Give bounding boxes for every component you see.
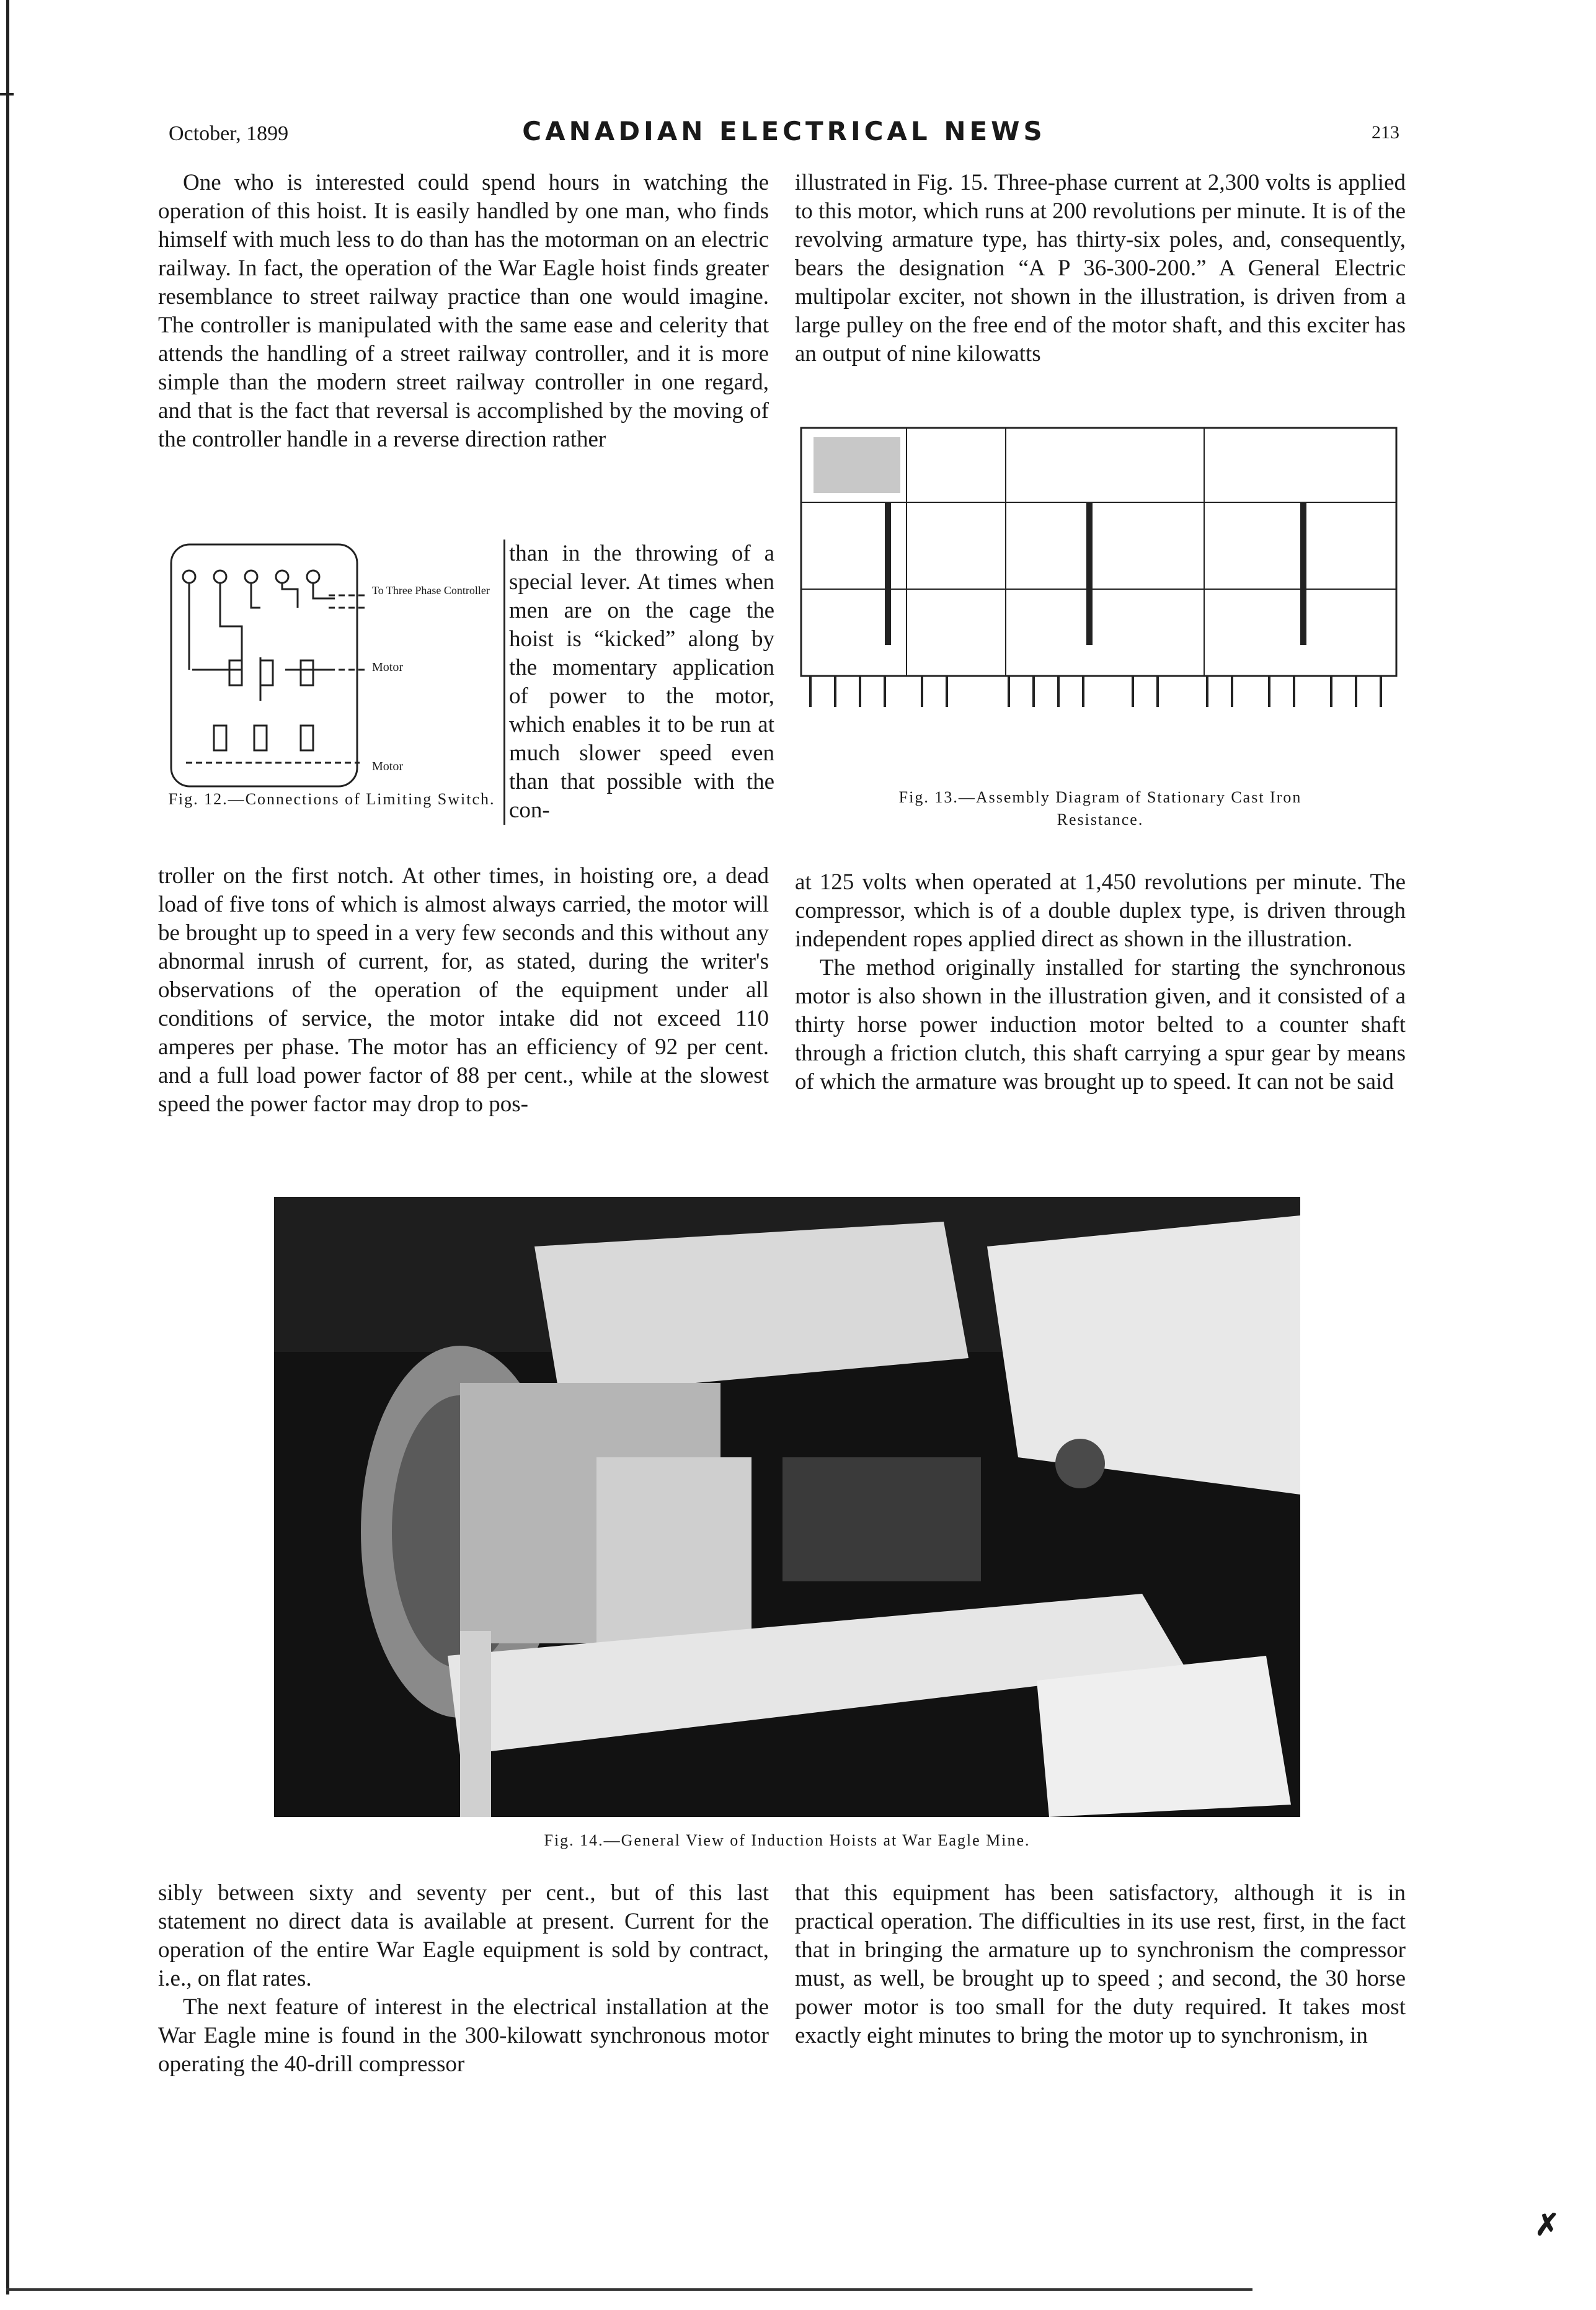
fig12-label-motor-2: Motor bbox=[372, 760, 403, 773]
paragraph-synchronous-motor: illustrated in Fig. 15. Three-phase current at 2,300 volts is applied to this motor, which runs at 200 revolutions per minute. It is of the revolving armature type, has thirty-six poles, and, consequently, bears the designation “A P 36-300-200.” A General Electric multipolar exciter, not shown in the illustration, is driven from a large pulley on the free end of the motor shaft, and this exciter has an output of nine kilowatts bbox=[795, 170, 1406, 366]
fig12-label-motor-1: Motor bbox=[372, 660, 403, 674]
figure-13 bbox=[798, 409, 1403, 843]
fig14-caption: Fig. 14.—General View of Induction Hoists at War Eagle Mine. bbox=[544, 1831, 1031, 1849]
fig12-label-controller: To Three Phase Controller bbox=[372, 584, 490, 597]
page-edge-left bbox=[6, 0, 9, 2294]
paragraph-reverse-control: than in the throwing of a special lever. At times when men are on the cage the hoist is “kicked” along by the momentary application of power to the motor, which enables it to be run at much slower speed even than that possible with the con- bbox=[509, 541, 774, 823]
col1-continued bbox=[158, 862, 769, 1119]
paragraph-load-performance: troller on the first notch. At other times, in hoisting ore, a dead load of five tons of which is almost always carried, the motor will be brought up to speed in a very few seconds and this without any abnormal inrush of current, for, as stated, during the writer's observations of the operation of the equipment under all conditions of service, the motor intake did not exceed 110 amperes per phase. The motor has an efficiency of 92 per cent. and a full load power factor of 88 per cent., while at the slowest speed the power factor may drop to pos- bbox=[158, 863, 769, 1117]
col1-wrap bbox=[503, 540, 774, 825]
col2-top bbox=[795, 169, 1406, 368]
paragraph-exciter-output: at 125 volts when operated at 1,450 revolutions per minute. The compressor, which is of a double duplex type, is driven through independent ropes applied direct as shown in the illustration. bbox=[795, 869, 1406, 952]
paragraph-starting-method: The method originally installed for starting the synchronous motor is also shown in the illustration given, and it consisted of a thirty horse power induction motor belted to a counter shaft through a friction clutch, this shaft carrying a spur gear by means of which the armature was brought up to speed. It can not be said bbox=[795, 955, 1406, 1095]
figure-14-photo bbox=[274, 1197, 1300, 1817]
col1-intro bbox=[158, 169, 769, 454]
page-edge-bottom bbox=[6, 2288, 1252, 2291]
fig12-caption: Fig. 12.—Connections of Limiting Switch. bbox=[168, 790, 495, 808]
corner-mark: ✗ bbox=[1535, 2209, 1560, 2242]
resistance-assembly-diagram bbox=[798, 409, 1403, 781]
paragraph-compressor-motor: The next feature of interest in the electrical installation at the War Eagle mine is found in the 300-kilowatt synchronous motor operating the 40-drill compressor bbox=[158, 1994, 769, 2077]
running-header bbox=[169, 115, 1399, 152]
journal-title: CANADIAN ELECTRICAL NEWS bbox=[522, 116, 1046, 146]
paragraph-hoist-operation: One who is interested could spend hours in watching the operation of this hoist. It is easily handled by one man, who finds himself with much less to do than has the motorman on an electric railway. In fact, the operation of the War Eagle hoist finds greater resemblance to street railway practice than one would imagine. The controller is manipulated with the same ease and celerity that attends the handling of a street railway controller, and it is more simple than the modern street railway controller in one regard, and that is the fact that reversal is accomplished by the moving of the controller handle in a reverse direction rather bbox=[158, 170, 769, 452]
fig13-caption-line1: Fig. 13.—Assembly Diagram of Stationary Cast Iron bbox=[898, 788, 1302, 806]
page-edge-tick bbox=[0, 93, 14, 96]
col1-bottom bbox=[158, 1879, 769, 2079]
paragraph-power-factor: sibly between sixty and seventy per cent., but of this last statement no direct data is available at present. Current for the operation of the entire War Eagle equipment is sold by contract, i.e., on flat rates. bbox=[158, 1880, 769, 1991]
limiting-switch-diagram bbox=[167, 540, 496, 788]
page-number: 213 bbox=[1372, 122, 1399, 143]
col2-bottom bbox=[795, 1879, 1406, 2050]
paragraph-difficulties: that this equipment has been satisfactory, although it is in practical operation. The difficulties in its use rest, first, in the fact that in bringing the armature up to synchronism the compressor must, as well, be brought up to speed ; and second, the 30 horse power motor is too small for the duty required. It takes most exactly eight minutes to bring the motor up to synchronism, in bbox=[795, 1880, 1406, 2048]
hoist-photograph bbox=[274, 1197, 1300, 1817]
issue-date: October, 1899 bbox=[169, 122, 289, 145]
figure-12 bbox=[167, 540, 496, 825]
fig13-caption-line2: Resistance. bbox=[1057, 811, 1144, 828]
col2-continued bbox=[795, 868, 1406, 1096]
